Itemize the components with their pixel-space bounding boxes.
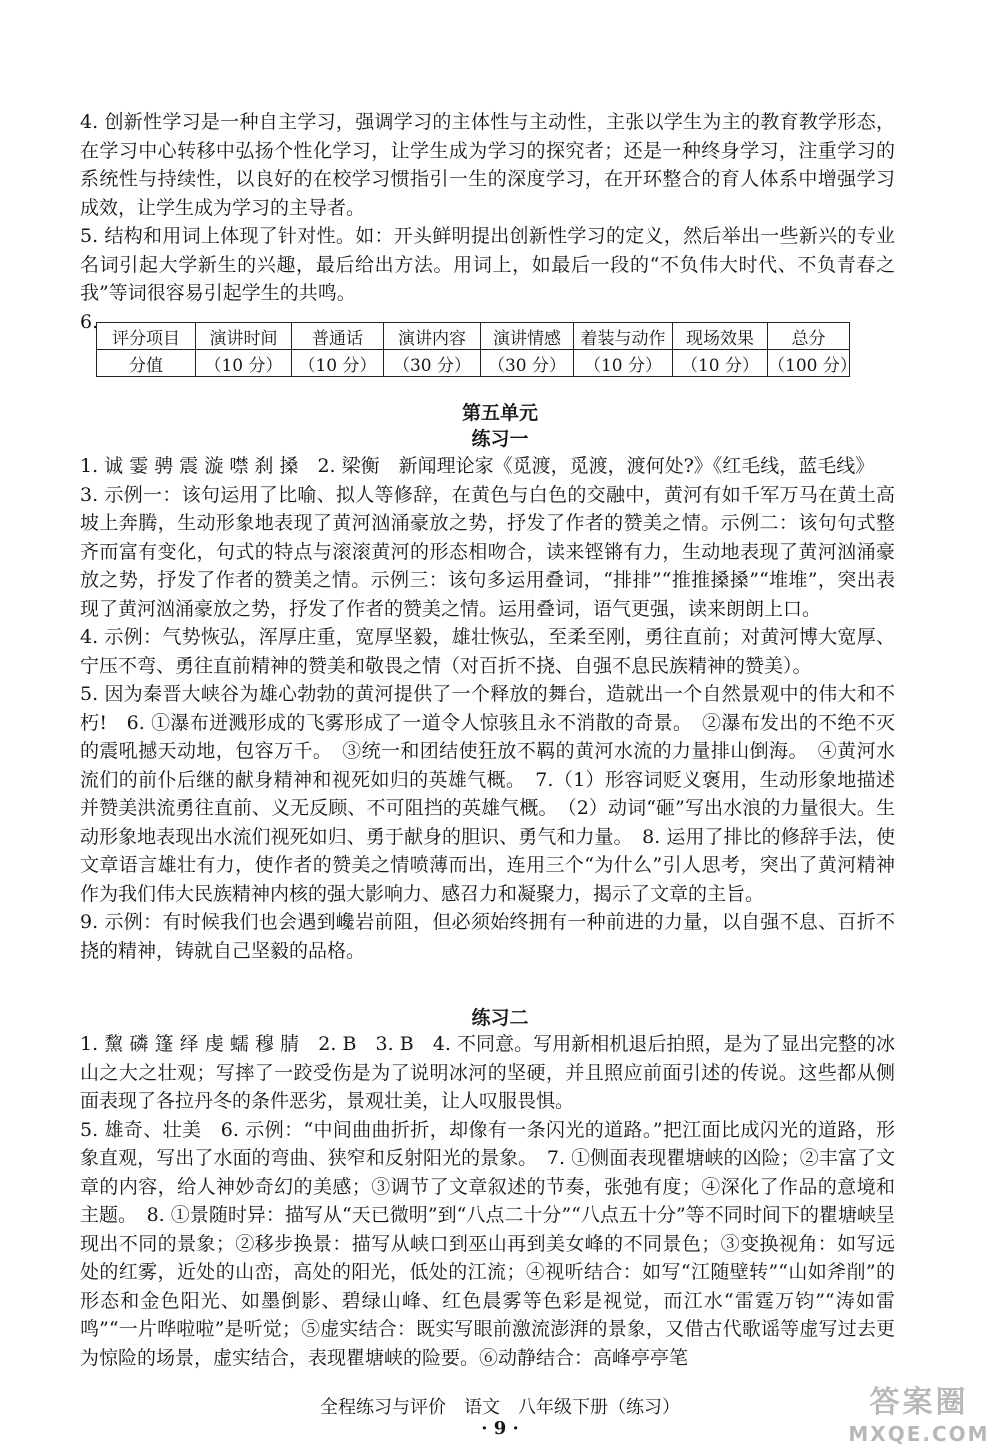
table-header-cell: 普通话	[292, 323, 384, 350]
table-cell: （30 分）	[384, 350, 481, 377]
top-answers	[80, 108, 895, 336]
watermark-logo-text: 答案圈	[869, 1385, 969, 1420]
table-header-cell: 演讲情感	[481, 323, 574, 350]
table-row	[97, 350, 850, 377]
answer-paragraph: 6.	[80, 310, 99, 333]
answer-paragraph: 3. 示例一：该句运用了比喻、拟人等修辞，在黄色与白色的交融中，黄河有如千军万马在黄土高坡上奔腾，生动形象地表现了黄河汹涌豪放之势，抒发了作者的赞美之情。示例二：该句句式整齐而富有变化，句式的特点与滚滚黄河的形态相吻合，读来铿锵有力，生动地表现了黄河汹涌豪放之势，抒发了作者的赞美之情。示例三：该句多运用叠词，“排排”“推推搡搡”“堆堆”，突出表现了黄河汹涌豪放之势，抒发了作者的赞美之情。运用叠词，语气更强，读来朗朗上口。	[80, 483, 895, 620]
page-number: · 9 ·	[481, 1418, 519, 1439]
table-cell: （10 分）	[574, 350, 673, 377]
table-cell: （10 分）	[196, 350, 292, 377]
table-header-cell: 现场效果	[673, 323, 768, 350]
table-cell: （10 分）	[292, 350, 384, 377]
footer-book-title: 全程练习与评价 语文 八年级下册（练习）	[320, 1397, 680, 1418]
answer-paragraph: 1. 诚 霎 骋 震 漩 噤 刹 搡 2. 梁衡 新闻理论家《觅渡，觅渡，渡何处?》《红毛线，蓝毛线》	[80, 455, 875, 477]
table-header-row	[97, 323, 850, 350]
exercise-2-title: 练习二	[471, 1007, 529, 1029]
exercise-1-title: 练习一	[471, 428, 529, 450]
answer-paragraph: 5. 雄奇、壮美 6. 示例：“中间曲曲折折，却像有一条闪光的道路。”把江面比成闪光的道路，形象直观，写出了水面的弯曲、狭窄和反射阳光的景象。 7. ①侧面表现瞿塘峡的凶险；②丰富了文章的内容，给人神妙奇幻的美感；③调节了文章叙述的节奏，张弛有度；④深化了作品的意境和主题。 8. ①景随时异：描写从“天已微明”到“八点二十分”“八点五十分”等不同时间下的瞿塘峡呈现出不同的景象；②移步换景：描写从峡口到巫山再到美女峰的不同景色；③变换视角：如写远处的红雾，近处的山峦，高处的阳光，低处的江流；④视听结合：如写“江随壁转”“山如斧削”的形态和金色阳光、如墨倒影、碧绿山峰、红色晨雾等色彩是视觉，而江水“雷霆万钧”“涛如雷鸣”“一片哗啦啦”是听觉；⑤虚实结合：既实写眼前激流澎湃的景象，又借古代歌谣等虚写过去更为惊险的场景，虚实结合，表现瞿塘峡的险要。⑥动静结合：高峰亭亭笔	[80, 1118, 895, 1369]
table-cell: 分值	[97, 350, 196, 377]
watermark-site: MXQE.COM	[848, 1422, 990, 1446]
table-cell: （30 分）	[481, 350, 574, 377]
unit-title: 第五单元	[461, 402, 538, 424]
exercise-1-answers	[80, 452, 895, 965]
table-header-cell: 演讲时间	[196, 323, 292, 350]
table-cell: （100 分）	[768, 350, 850, 377]
table-header-cell: 评分项目	[97, 323, 196, 350]
answer-paragraph: 9. 示例：有时候我们也会遇到巉岩前阻，但必须始终拥有一种前进的力量，以自强不息、百折不挠的精神，铸就自己坚毅的品格。	[80, 911, 895, 962]
answer-paragraph: 5. 因为秦晋大峡谷为雄心勃勃的黄河提供了一个释放的舞台，造就出一个自然景观中的伟大和不朽! 6. ①瀑布迸溅形成的飞雾形成了一道令人惊骇且永不消散的奇景。 ②瀑布发出的不绝不灭的震吼撼天动地，包容万千。 ③统一和团结使狂放不羁的黄河水流的力量排山倒海。 ④黄河水流们的前仆后继的献身精神和视死如归的英雄气概。 7.（1）形容词贬义褒用，生动形象地描述并赞美洪流勇往直前、义无反顾、不可阻挡的英雄气概。 （2）动词“砸”写出水浪的力量很大。生动形象地表现出水流们视死如归、勇于献身的胆识、勇气和力量。 8. 运用了排比的修辞手法，使文章语言雄壮有力，使作者的赞美之情喷薄而出，连用三个“为什么”引人思考，突出了黄河精神作为我们伟大民族精神内核的强大影响力、感召力和凝聚力，揭示了文章的主旨。	[80, 683, 895, 905]
answer-paragraph: 4. 示例：气势恢弘，浑厚庄重，宽厚坚毅，雄壮恢弘，至柔至刚，勇往直前；对黄河博大宽厚、宁压不弯、勇往直前精神的赞美和敬畏之情（对百折不挠、自强不息民族精神的赞美）。	[80, 626, 895, 677]
answer-paragraph: 1. 黧 磷 篷 绎 虔 蠕 穆 腈 2. B 3. B 4. 不同意。写用新相机退后拍照，是为了显出完整的冰山之大之壮观；写摔了一跤受伤是为了说明冰河的坚硬，并且照应前面引述的传说。这些都从侧面表现了各拉丹冬的条件恶劣，景观壮美，让人叹服畏惧。	[80, 1033, 895, 1112]
answer-paragraph: 5. 结构和用词上体现了针对性。如：开头鲜明提出创新性学习的定义，然后举出一些新兴的专业名词引起大学新生的兴趣，最后给出方法。用词上，如最后一段的“不负伟大时代、不负青春之我”等词很容易引起学生的共鸣。	[80, 225, 895, 304]
table-header-cell: 总分	[768, 323, 850, 350]
watermark-logo	[844, 1384, 994, 1452]
table-cell: （10 分）	[673, 350, 768, 377]
exercise-2-answers	[80, 1030, 895, 1372]
score-table	[96, 322, 857, 377]
table-header-cell: 着装与动作	[574, 323, 673, 350]
answer-paragraph: 4. 创新性学习是一种自主学习，强调学习的主体性与主动性，主张以学生为主的教育教学形态，在学习中心转移中弘扬个性化学习，让学生成为学习的探究者；还是一种终身学习，注重学习的系统性与持续性，以良好的在校学习惯指引一生的深度学习，在开环整合的育人体系中增强学习成效，让学生成为学习的主导者。	[80, 111, 895, 219]
table-header-cell: 演讲内容	[384, 323, 481, 350]
